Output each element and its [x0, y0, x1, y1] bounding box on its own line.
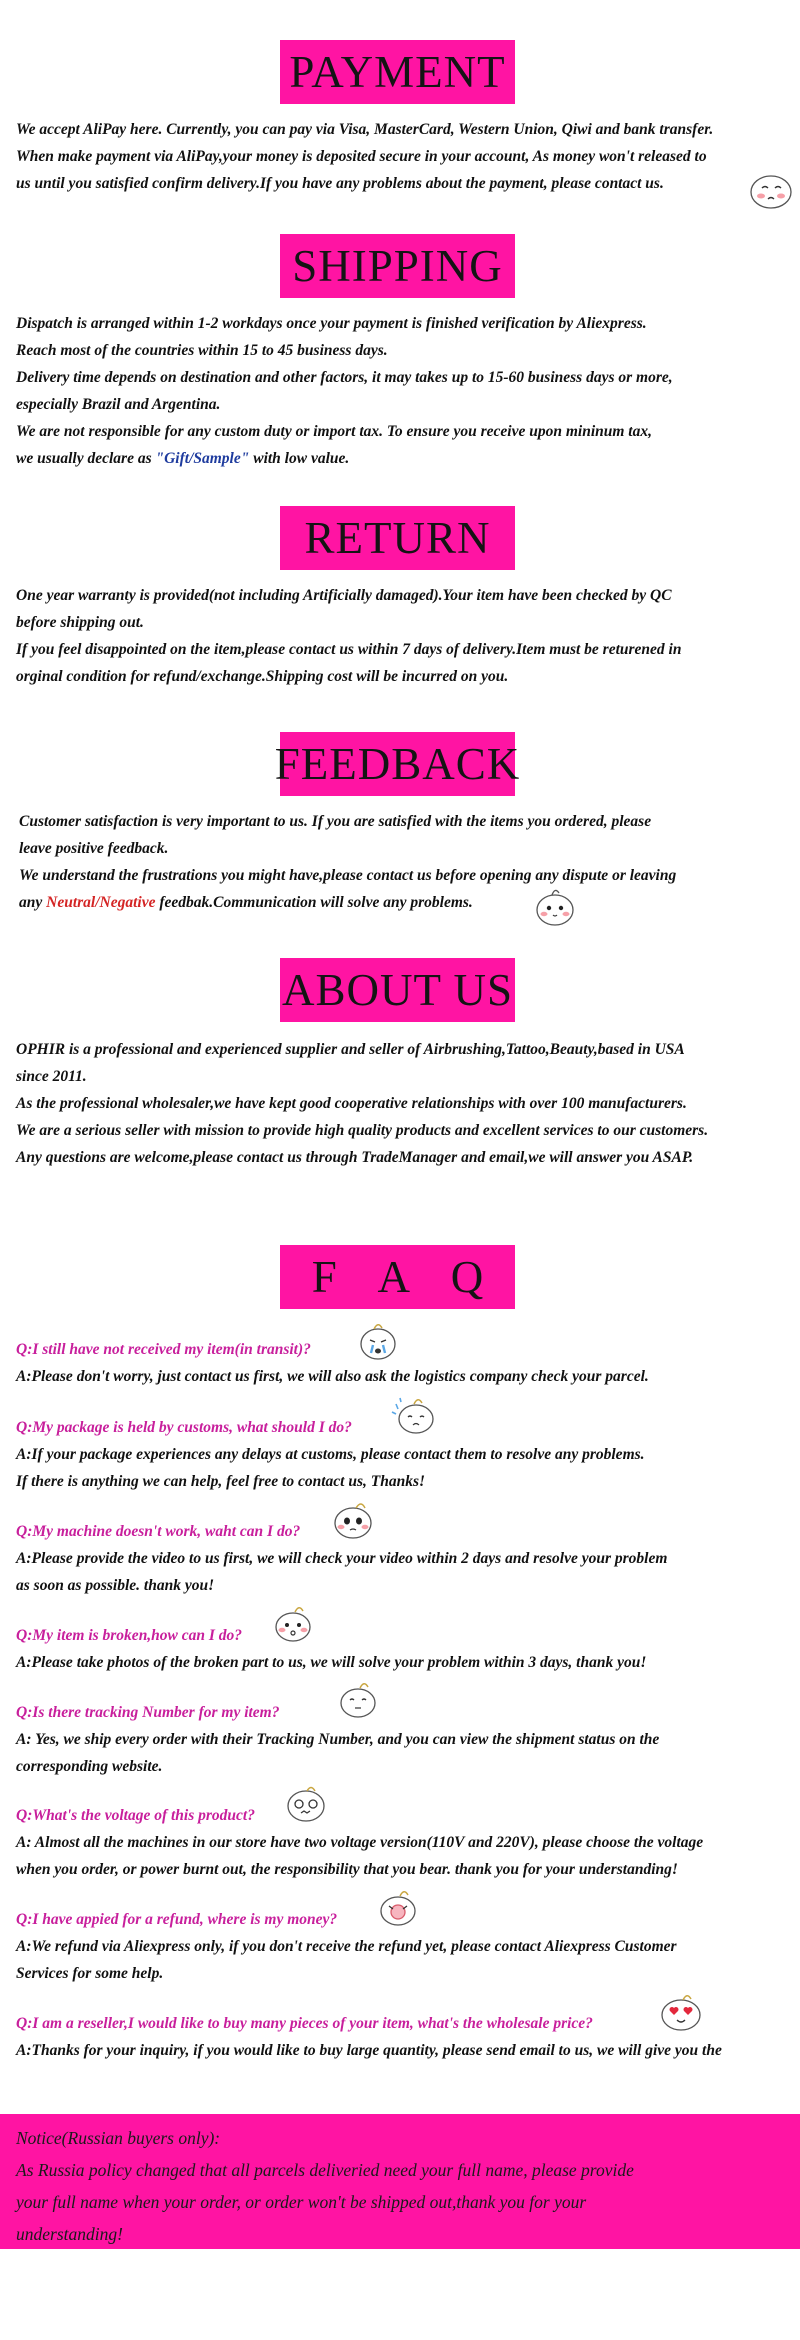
- return-line: before shipping out.: [16, 614, 144, 631]
- shipping-line: Delivery time depends on destination and other factors, it may takes up to 15-60 business days or more,: [16, 369, 673, 386]
- about-line: We are a serious seller with mission to provide high quality products and excellent services to our customers.: [16, 1122, 709, 1139]
- faq-answer: A:Thanks for your inquiry, if you would like to buy large quantity, please send email to us, we will give you the: [16, 2042, 722, 2059]
- about-line: since 2011.: [16, 1068, 87, 1085]
- faq-item: [16, 1518, 796, 1599]
- about-text: [16, 1036, 796, 1171]
- thinking-bun-icon: [335, 1676, 381, 1722]
- faq-item: [16, 1699, 796, 1780]
- faq-answer: A:If your package experiences any delays at customs, please contact them to resolve any problems.: [16, 1446, 645, 1463]
- return-line: orginal condition for refund/exchange.Shipping cost will be incurred on you.: [16, 668, 509, 685]
- about-line: Any questions are welcome,please contact us through TradeManager and email,we will answer you ASAP.: [16, 1149, 694, 1166]
- dizzy-bun-icon: [375, 1884, 421, 1930]
- faq-question: Q:My machine doesn't work, waht can I do?: [16, 1523, 301, 1540]
- notice-line: understanding!: [16, 2224, 123, 2244]
- feedback-line: Customer satisfaction is very important to us. If you are satisfied with the items you ordered, please: [19, 813, 652, 830]
- faq-item: [16, 1802, 796, 1883]
- faq-question: Q:Is there tracking Number for my item?: [16, 1704, 280, 1721]
- about-heading: ABOUT US: [280, 958, 515, 1022]
- faq-answer: A:Please don't worry, just contact us first, we will also ask the logistics company check your parcel.: [16, 1368, 649, 1385]
- shipping-declare-post: with low value.: [249, 450, 350, 467]
- faq-item: [16, 1336, 796, 1390]
- return-line: If you feel disappointed on the item,please contact us within 7 days of delivery.Item must be returened in: [16, 641, 682, 658]
- faq-question: Q:I am a reseller,I would like to buy many pieces of your item, what's the wholesale price?: [16, 2015, 593, 2032]
- payment-heading: PAYMENT: [280, 40, 515, 104]
- payment-line: We accept AliPay here. Currently, you can pay via Visa, MasterCard, Western Union, Qiwi and bank transfer.: [16, 121, 714, 138]
- crying-bun-icon: [390, 1392, 436, 1438]
- neutral-negative-highlight: Neutral/Negative: [46, 894, 156, 911]
- faq-heading: F A Q: [280, 1245, 515, 1309]
- russia-notice: [0, 2114, 800, 2249]
- shipping-heading: SHIPPING: [280, 234, 515, 298]
- faq-question: Q:What's the voltage of this product?: [16, 1807, 255, 1824]
- faq-answer: Services for some help.: [16, 1965, 164, 1982]
- faq-answer: when you order, or power burnt out, the responsibility that you bear. thank you for your understanding!: [16, 1861, 678, 1878]
- shipping-line: Dispatch is arranged within 1-2 workdays once your payment is finished verification by Aliexpress.: [16, 315, 647, 332]
- notice-line: your full name when your order, or order won't be shipped out,thank you for your: [16, 2192, 587, 2212]
- faq-question: Q:My item is broken,how can I do?: [16, 1627, 243, 1644]
- shipping-declare-pre: we usually declare as: [16, 450, 156, 467]
- payment-line: us until you satisfied confirm delivery.If you have any problems about the payment, please contact us.: [16, 175, 664, 192]
- faq-question: Q:I have appied for a refund, where is my money?: [16, 1911, 338, 1928]
- feedback-pre: any: [19, 894, 47, 911]
- shipping-line: [16, 445, 796, 472]
- startled-bun-icon: [270, 1600, 316, 1646]
- faq-question: Q:My package is held by customs, what should I do?: [16, 1419, 352, 1436]
- feedback-line: [19, 889, 799, 916]
- about-line: As the professional wholesaler,we have kept good cooperative relationships with over 100 manufacturers.: [16, 1095, 687, 1112]
- shipping-text: [16, 310, 796, 472]
- about-line: OPHIR is a professional and experienced supplier and seller of Airbrushing,Tattoo,Beauty,based in USA: [16, 1041, 685, 1058]
- faq-answer: corresponding website.: [16, 1758, 163, 1775]
- tearful-bun-icon: [355, 1318, 401, 1364]
- faq-answer: A:Please take photos of the broken part to us, we will solve your problem within 3 days, thank you!: [16, 1654, 647, 1671]
- shipping-line: especially Brazil and Argentina.: [16, 396, 221, 413]
- faq-item: [16, 1622, 796, 1676]
- gift-sample-highlight: "Gift/Sample": [155, 450, 250, 467]
- faq-answer: A:Please provide the video to us first, we will check your video within 2 days and resolve your problem: [16, 1550, 668, 1567]
- notice-title: Notice(Russian buyers only):: [16, 2128, 221, 2148]
- return-text: [16, 582, 796, 690]
- sad-bun-icon: [748, 166, 794, 212]
- notice-line: As Russia policy changed that all parcels deliveried need your full name, please provide: [16, 2160, 634, 2180]
- faq-answer: A: Yes, we ship every order with their Tracking Number, and you can view the shipment status on the: [16, 1731, 660, 1748]
- feedback-post: feedbak.Communication will solve any problems.: [155, 894, 473, 911]
- faq-answer: If there is anything we can help, feel free to contact us, Thanks!: [16, 1473, 426, 1490]
- feedback-heading: FEEDBACK: [280, 732, 515, 796]
- feedback-text: [19, 808, 799, 916]
- shipping-line: Reach most of the countries within 15 to 45 business days.: [16, 342, 388, 359]
- faq-answer: as soon as possible. thank you!: [16, 1577, 215, 1594]
- faq-question: Q:I still have not received my item(in transit)?: [16, 1341, 311, 1358]
- shipping-line: We are not responsible for any custom duty or import tax. To ensure you receive upon mininum tax,: [16, 423, 652, 440]
- scared-bun-icon: [283, 1780, 329, 1826]
- heart-eyes-bun-icon: [658, 1988, 704, 2034]
- faq-answer: A:We refund via Aliexpress only, if you don't receive the refund yet, please contact Aliexpress Customer: [16, 1938, 677, 1955]
- return-heading: RETURN: [280, 506, 515, 570]
- feedback-line: We understand the frustrations you might have,please contact us before opening any dispute or leaving: [19, 867, 677, 884]
- payment-line: When make payment via AliPay,your money is deposited secure in your account, As money won't released to: [16, 148, 707, 165]
- return-line: One year warranty is provided(not including Artificially damaged).Your item have been checked by QC: [16, 587, 672, 604]
- faq-answer: A: Almost all the machines in our store have two voltage version(110V and 220V), please choose the voltage: [16, 1834, 704, 1851]
- cute-bun-icon: [532, 884, 578, 930]
- feedback-line: leave positive feedback.: [19, 840, 169, 857]
- payment-text: [16, 116, 796, 197]
- pleading-bun-icon: [330, 1496, 376, 1542]
